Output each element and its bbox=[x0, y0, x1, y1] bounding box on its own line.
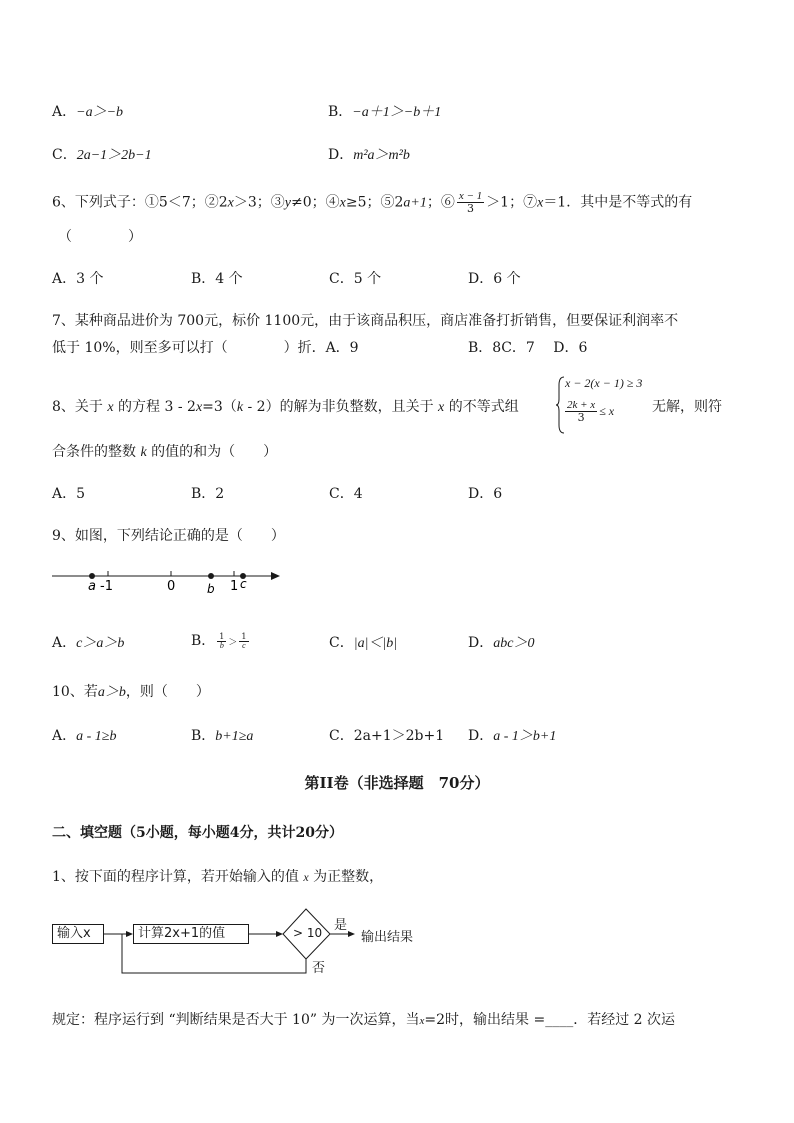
q8-text: =3（ bbox=[202, 399, 237, 415]
q9-option-d bbox=[468, 632, 534, 652]
q6-text: ＝1．其中是不等式的有 bbox=[543, 194, 693, 211]
arrow-right-icon bbox=[276, 931, 283, 937]
option-expr: −a＞−b bbox=[76, 105, 124, 120]
loop-back-line bbox=[122, 934, 306, 973]
option-expr: b+1≥a bbox=[215, 729, 254, 744]
option-letter: C． bbox=[329, 728, 354, 744]
fraction bbox=[565, 399, 597, 424]
q9-option-c bbox=[329, 632, 397, 652]
inequality-2 bbox=[565, 399, 614, 424]
q8-text-f: 无解，则符 bbox=[652, 399, 722, 415]
arrow-right-icon bbox=[271, 572, 280, 580]
fq1-text: 为正整数， bbox=[313, 869, 384, 885]
flow-calc-box: 计算2x+1的值 bbox=[133, 924, 249, 944]
fraction bbox=[239, 633, 248, 650]
option-expr: a - 1＞b+1 bbox=[493, 729, 557, 744]
inequality-rest: ≤ x bbox=[599, 404, 615, 418]
option-letter: A． bbox=[52, 728, 77, 744]
flow-output-label: 输出结果 bbox=[361, 930, 414, 945]
q8-inequality-system bbox=[556, 375, 656, 435]
q9-stem: 9、如图，下列结论正确的是（ ） bbox=[52, 528, 285, 544]
var-x: x bbox=[195, 400, 203, 415]
option-letter: D． bbox=[468, 635, 494, 651]
q10-option-b bbox=[191, 725, 253, 745]
q6-text: ＞1；⑦ bbox=[486, 194, 538, 211]
q8-text: 的不等式组 bbox=[448, 399, 519, 415]
q8-option-d: D．6 bbox=[468, 486, 503, 502]
fq1-text: =2时，输出结果 =____．若经过 2 次运 bbox=[424, 1012, 676, 1028]
var-x: x bbox=[419, 1015, 425, 1027]
label-a: a bbox=[88, 579, 96, 594]
fraction-denominator: 3 bbox=[467, 202, 475, 215]
q10-stem bbox=[52, 681, 210, 701]
fraction-numerator: 1 bbox=[219, 631, 225, 641]
q6-text: ≠0；④ bbox=[291, 194, 340, 211]
q8-option-c: C．4 bbox=[329, 486, 363, 502]
q5-option-a bbox=[52, 101, 123, 121]
var-y: y bbox=[284, 195, 291, 211]
label-c: c bbox=[240, 577, 247, 591]
fq1-text: 规定：程序运行到 “判断结果是否大于 10” 为一次运算，当 bbox=[52, 1012, 420, 1028]
fraction bbox=[217, 633, 226, 650]
label-minus-one: -1 bbox=[100, 579, 113, 594]
section2-title: 二、填空题（5小题，每小题4分，共计20分） bbox=[52, 825, 343, 841]
q7-line2-b: B．8C．7 D．6 bbox=[468, 340, 588, 356]
option-letter: B． bbox=[191, 728, 216, 744]
q6-text: ；⑥ bbox=[426, 194, 455, 211]
flow-input-box: 输入x bbox=[52, 924, 104, 944]
fraction bbox=[457, 190, 484, 215]
flow-yes-label: 是 bbox=[334, 918, 348, 933]
q6-text: ＞3；③ bbox=[233, 194, 285, 211]
q9-option-b bbox=[191, 630, 251, 650]
fq1-text: 1、按下面的程序计算，若开始输入的值 bbox=[52, 869, 299, 885]
option-letter: B． bbox=[328, 104, 353, 120]
option-letter: D． bbox=[468, 728, 494, 744]
q6-option-c: C．5 个 bbox=[329, 271, 382, 287]
q8-text: 8、关于 bbox=[52, 399, 103, 415]
q9-option-a bbox=[52, 632, 124, 652]
var-x: x bbox=[438, 400, 445, 415]
flow-condition-label: > 10 bbox=[293, 926, 323, 940]
q8-text: 合条件的整数 bbox=[52, 444, 136, 460]
option-expr: −a＋1＞−b＋1 bbox=[352, 105, 442, 120]
option-expr: |a|＜|b| bbox=[353, 636, 398, 651]
q6-option-a: A．3 个 bbox=[52, 271, 104, 287]
part2-title: 第II卷（非选择题 70分） bbox=[304, 774, 490, 792]
var-x: x bbox=[227, 195, 234, 211]
q6-text: +1 bbox=[410, 195, 427, 211]
q5-option-d bbox=[328, 144, 410, 164]
fraction-denominator: 3 bbox=[577, 411, 585, 424]
inequality-1: x − 2(x − 1) ≥ 3 bbox=[565, 376, 643, 390]
q6-text: 6、下列式子：①5＜7；②2 bbox=[52, 194, 228, 211]
q5-option-b bbox=[328, 101, 441, 121]
var-x: x bbox=[537, 195, 544, 211]
option-letter: D． bbox=[328, 147, 354, 163]
var-x: x bbox=[303, 870, 309, 884]
q7-line1: 7、某种商品进价为 700元，标价 1100元，由于该商品积压，商店准备打折销售，但要保证利润率不 bbox=[52, 313, 679, 329]
number-line bbox=[50, 562, 290, 598]
fraction-numerator: x − 1 bbox=[458, 190, 483, 202]
q6-answer-paren: （ ） bbox=[58, 229, 142, 245]
q10-condition: a＞b bbox=[97, 685, 126, 700]
arrow-right-icon bbox=[348, 931, 355, 937]
option-expr: 2a+1＞2b+1 bbox=[353, 728, 445, 744]
q6-stem bbox=[52, 190, 692, 215]
arrow-right-icon bbox=[126, 931, 133, 937]
q6-option-b: B．4 个 bbox=[191, 271, 243, 287]
var-k: k bbox=[140, 445, 147, 460]
q8-text: 的方程 3 - 2 bbox=[118, 399, 196, 415]
q10-option-a bbox=[52, 725, 116, 745]
q10-option-c bbox=[329, 725, 444, 745]
fraction-numerator: 1 bbox=[241, 631, 247, 641]
var-k: k bbox=[236, 400, 244, 415]
q8-option-b: B．2 bbox=[191, 486, 225, 502]
q5-option-c bbox=[52, 144, 152, 164]
label-one: 1 bbox=[230, 579, 239, 594]
option-expr: abc＞0 bbox=[493, 636, 535, 651]
var-x: x bbox=[107, 400, 114, 415]
option-expr: 2a−1＞2b−1 bbox=[76, 148, 152, 163]
fraction-denominator: c bbox=[242, 640, 246, 650]
fraction-denominator: b bbox=[219, 640, 224, 650]
q8-line2 bbox=[52, 441, 277, 461]
relation: ＞ bbox=[228, 638, 238, 648]
q8-text: 的值的和为（ ） bbox=[151, 444, 278, 460]
option-letter: A． bbox=[52, 635, 77, 651]
q10-text: ，则（ ） bbox=[125, 684, 210, 700]
option-letter: C． bbox=[329, 635, 354, 651]
q10-option-d bbox=[468, 725, 556, 745]
option-expr: m²a＞m²b bbox=[353, 148, 410, 163]
q7-line2-a: 低于 10%，则至多可以打（ ）折．A．9 bbox=[52, 340, 359, 356]
point-b bbox=[208, 573, 214, 579]
q8-option-a: A．5 bbox=[52, 486, 86, 502]
label-zero: 0 bbox=[167, 579, 176, 594]
flow-no-label: 否 bbox=[312, 961, 326, 976]
fq1-rule bbox=[52, 1009, 675, 1029]
option-letter: C． bbox=[52, 147, 77, 163]
fq1-stem bbox=[52, 866, 383, 886]
var-a: a bbox=[403, 195, 411, 211]
label-b: b bbox=[207, 582, 215, 596]
q8-stem bbox=[52, 396, 519, 416]
option-letter: A． bbox=[52, 104, 77, 120]
q10-text: 10、若 bbox=[52, 684, 98, 700]
q8-text: - 2）的解为非负整数，且关于 bbox=[243, 399, 434, 415]
option-expr: c＞a＞b bbox=[76, 636, 125, 651]
q6-option-d: D．6 个 bbox=[468, 271, 521, 287]
var-x: x bbox=[339, 195, 346, 211]
fraction-numerator: 2k + x bbox=[567, 399, 596, 411]
option-expr: a - 1≥b bbox=[76, 729, 117, 744]
option-letter: B． bbox=[191, 633, 216, 649]
q6-text: ≥5；⑤2 bbox=[345, 194, 404, 211]
